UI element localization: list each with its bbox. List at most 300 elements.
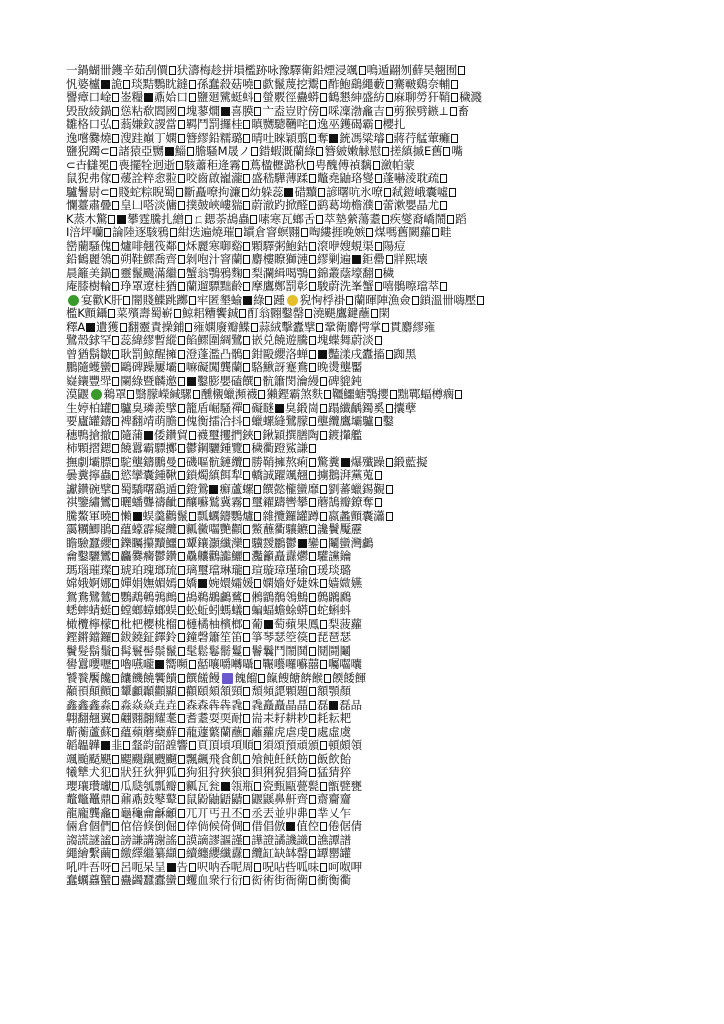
text-token: 瑪 xyxy=(66,563,78,577)
text-token: 罐 xyxy=(88,415,100,428)
text-line xyxy=(66,685,660,699)
missing-glyph-box xyxy=(324,674,331,683)
text-token: 韹 xyxy=(165,739,177,752)
text-token: 晴 xyxy=(251,131,263,145)
missing-glyph-box xyxy=(309,566,316,575)
text-token: 琳 xyxy=(219,563,232,577)
text-line xyxy=(66,550,660,564)
text-token: 鶘 xyxy=(208,590,220,604)
text-token: 粽 xyxy=(141,185,153,199)
text-token: 蒜 xyxy=(258,320,271,334)
text-token: 蜀 xyxy=(120,482,132,496)
text-token: 麻 xyxy=(393,91,405,104)
text-token: 嶁 xyxy=(219,199,232,212)
text-token: 國 xyxy=(165,104,177,118)
text-token: 行 xyxy=(219,874,232,887)
text-token: 鞘 xyxy=(262,455,274,469)
text-token: 蘊 xyxy=(120,523,132,536)
text-token: 龥 xyxy=(165,806,177,820)
text-token: 霧 xyxy=(229,158,241,172)
missing-glyph-box xyxy=(243,120,250,129)
text-token: 躁 xyxy=(373,455,385,469)
text-token: 鶉 xyxy=(154,590,166,604)
text-token: 璀 xyxy=(88,563,100,577)
text-line xyxy=(66,361,660,375)
missing-glyph-box xyxy=(185,323,192,332)
text-token: 挖 xyxy=(296,77,308,91)
text-line xyxy=(66,118,660,132)
text-token: 晚 xyxy=(316,361,329,374)
missing-glyph-box xyxy=(440,174,447,183)
text-token: 曡 xyxy=(99,199,112,212)
missing-glyph-box xyxy=(254,660,261,669)
text-token: 靈 xyxy=(120,266,132,280)
text-token: 鬘 xyxy=(231,644,243,658)
missing-glyph-box xyxy=(251,147,258,156)
text-token: 圍 xyxy=(208,334,220,347)
text-token: 頦 xyxy=(208,685,220,698)
text-token: 攫 xyxy=(219,428,231,442)
text-token: 饢 xyxy=(120,671,132,685)
missing-glyph-box xyxy=(178,701,185,710)
text-token: 亞 xyxy=(141,145,153,158)
text-token: 頑 xyxy=(296,739,308,752)
text-token: 嗒 xyxy=(142,199,155,212)
text-token: 擂 xyxy=(208,415,220,428)
text-token: 擘 xyxy=(99,482,112,496)
text-token: 鬥 xyxy=(197,118,209,131)
text-token: 壕 xyxy=(350,266,363,280)
text-token: 穎 xyxy=(273,428,285,442)
text-token: 爐 xyxy=(242,509,254,523)
text-token: 翻 xyxy=(362,266,374,280)
text-token: 謅 xyxy=(66,833,78,847)
text-token: 璽 xyxy=(251,496,263,509)
text-token: 縱 xyxy=(165,334,177,347)
text-token: 濮 xyxy=(362,199,374,212)
missing-glyph-box xyxy=(243,687,250,696)
text-token: 縝 xyxy=(208,469,220,482)
missing-glyph-box xyxy=(384,188,391,197)
text-token: 噓 xyxy=(436,185,449,199)
text-token: 甕 xyxy=(350,779,362,793)
text-token: 璫 xyxy=(416,280,428,293)
text-token: 糧 xyxy=(131,91,143,104)
text-token: 瑰 xyxy=(142,563,155,577)
text-token: 黜 xyxy=(219,280,232,293)
text-token: 緯 xyxy=(131,334,143,347)
text-token: 眈 xyxy=(165,77,177,91)
text-token: 謫 xyxy=(197,833,209,847)
text-token: 耐 xyxy=(231,712,243,725)
missing-glyph-box xyxy=(112,849,119,858)
missing-glyph-box xyxy=(373,161,380,170)
text-token: 羨 xyxy=(154,401,166,415)
text-token: 蘆 xyxy=(88,725,100,739)
missing-glyph-box xyxy=(320,782,327,791)
missing-glyph-box xyxy=(455,390,462,399)
text-token: 丁 xyxy=(154,131,166,145)
text-token: 嬲 xyxy=(262,118,274,131)
missing-glyph-box xyxy=(309,350,316,359)
text-token: 飴 xyxy=(339,752,351,766)
text-token: 蟒 xyxy=(296,604,308,617)
text-token: 鵝 xyxy=(328,469,340,482)
text-token: 饒 xyxy=(120,442,132,455)
text-token: 韉 xyxy=(285,118,297,131)
text-token: 抖 xyxy=(231,415,243,428)
text-line xyxy=(66,807,660,821)
text-token: 鼢 xyxy=(197,793,209,806)
text-token: 嵇 xyxy=(262,172,274,185)
text-token: 鑄 xyxy=(219,509,231,523)
text-token: 鑽 xyxy=(165,550,177,563)
text-token: 晶 xyxy=(296,698,308,712)
missing-glyph-box xyxy=(193,390,200,399)
text-token: 蝴 xyxy=(88,64,100,77)
text-token: 巔 xyxy=(142,131,155,145)
text-token: 鸚 xyxy=(230,509,243,523)
missing-glyph-box xyxy=(243,282,250,291)
text-line xyxy=(66,186,660,200)
text-token: 舞 xyxy=(339,334,351,347)
text-token: 擘 xyxy=(303,320,316,334)
text-token: 轡 xyxy=(285,496,297,509)
text-token: 鍬 xyxy=(262,428,274,442)
text-token: 美 xyxy=(88,266,100,280)
redaction-block xyxy=(221,782,230,791)
text-token: 瞻 xyxy=(66,536,78,550)
text-token: 翺 xyxy=(66,712,78,725)
text-token: 虔 xyxy=(296,725,308,739)
missing-glyph-box xyxy=(254,741,261,750)
missing-glyph-box xyxy=(243,876,250,885)
text-token: 攥 xyxy=(142,536,155,550)
text-token: 鴒 xyxy=(285,590,297,604)
text-token: 亠 xyxy=(262,104,274,118)
missing-glyph-box xyxy=(185,215,192,224)
text-token: 媚 xyxy=(154,577,166,590)
missing-glyph-box xyxy=(320,863,327,872)
text-token: 駭 xyxy=(146,226,158,239)
text-token: 鬣 xyxy=(165,644,177,658)
text-token: 籬 xyxy=(77,266,89,280)
text-token: 搓 xyxy=(390,145,402,158)
text-token: 窨 xyxy=(219,253,232,266)
missing-glyph-box xyxy=(320,512,327,521)
text-token: 扎 xyxy=(393,118,406,131)
text-token: 綾 xyxy=(88,104,100,118)
missing-glyph-box xyxy=(178,620,185,629)
text-token: 蘋 xyxy=(285,617,297,631)
text-token: 瓢 xyxy=(154,779,166,793)
text-token: 鬧 xyxy=(285,644,297,658)
text-token: 蘸 xyxy=(231,725,243,739)
missing-glyph-box xyxy=(170,228,177,237)
text-token: 璇 xyxy=(262,563,274,577)
text-line xyxy=(66,105,660,119)
text-token: 耔 xyxy=(274,712,286,725)
missing-glyph-box xyxy=(375,471,382,480)
text-token: 鷺 xyxy=(285,415,297,428)
text-token: 黷 xyxy=(305,185,318,199)
text-token: 飩 xyxy=(262,752,274,766)
text-token: 霹 xyxy=(142,523,155,536)
text-line xyxy=(66,793,660,807)
text-token: 萌 xyxy=(154,415,166,428)
text-token: 擺 xyxy=(129,158,141,172)
missing-glyph-box xyxy=(243,593,250,602)
text-token: 譜 xyxy=(339,833,351,847)
text-token: 麝 xyxy=(346,320,359,334)
missing-glyph-box xyxy=(243,566,250,575)
missing-glyph-box xyxy=(386,93,393,102)
text-token: 借 xyxy=(251,820,263,833)
text-token: 藪 xyxy=(373,77,385,91)
text-token: 丟 xyxy=(262,806,274,820)
text-token: 鶚 xyxy=(365,388,378,401)
text-token: 瓦 xyxy=(281,212,293,226)
text-token: 顴 xyxy=(185,685,198,698)
text-token: 頁 xyxy=(196,739,209,752)
text-token: 匿 xyxy=(208,293,220,307)
text-token: 嫦 xyxy=(66,577,78,590)
text-token: 續 xyxy=(185,847,198,860)
text-token: 傢 xyxy=(99,172,112,185)
text-token: 鑿 xyxy=(196,374,209,388)
text-token: 婉 xyxy=(208,577,220,590)
text-token: 婷 xyxy=(77,401,89,415)
missing-glyph-box xyxy=(309,201,316,210)
text-token: 靨 xyxy=(350,361,363,374)
text-token: 嫻 xyxy=(204,320,216,334)
text-token: 閻 xyxy=(154,104,166,118)
text-token: 嘻 xyxy=(382,280,394,293)
text-token: 嘛 xyxy=(185,361,198,374)
text-token: 琥 xyxy=(120,563,132,577)
text-token: 溉 xyxy=(281,145,293,158)
missing-glyph-box xyxy=(112,134,119,143)
text-token: 纓 xyxy=(208,847,220,860)
text-token: 囑 xyxy=(327,658,340,671)
text-token: 牷 xyxy=(141,158,153,172)
text-token: 釀 xyxy=(185,496,198,509)
text-token: 鐐 xyxy=(350,496,363,509)
text-token: 丞 xyxy=(251,806,263,820)
missing-glyph-box xyxy=(178,836,185,845)
text-token: 禎 xyxy=(349,158,361,172)
text-token: K xyxy=(103,293,111,307)
text-token: 蘧 xyxy=(197,725,209,739)
missing-glyph-box xyxy=(243,417,250,426)
text-token: 孫 xyxy=(196,77,209,91)
missing-glyph-box xyxy=(386,512,393,521)
text-token: 皺 xyxy=(99,347,112,361)
text-token: 頻 xyxy=(262,685,274,698)
missing-glyph-box xyxy=(112,350,119,359)
text-token: 㦨 xyxy=(66,199,78,212)
text-token: 森 xyxy=(197,698,209,712)
text-token: 倍 xyxy=(131,820,143,833)
text-token: 朔 xyxy=(120,253,132,266)
missing-glyph-box xyxy=(235,228,242,237)
text-token: 繆 xyxy=(316,253,329,266)
missing-glyph-box xyxy=(375,269,382,278)
text-token: 呀 xyxy=(99,860,112,874)
text-token: 忛 xyxy=(66,77,78,91)
text-token: 丱 xyxy=(285,806,297,820)
text-token: 縷 xyxy=(320,226,332,239)
text-token: 瓣 xyxy=(339,496,351,509)
text-token: 乂 xyxy=(328,806,340,820)
text-token: 謖 xyxy=(154,118,166,131)
text-token: 賤 xyxy=(118,185,130,199)
text-token: 黷 xyxy=(154,536,166,550)
text-token: 貫 xyxy=(389,320,402,334)
text-token: 蜈 xyxy=(165,604,177,617)
text-token: 擰 xyxy=(88,469,100,482)
text-token: 論 xyxy=(112,226,124,239)
text-token: 值 xyxy=(296,820,308,833)
text-token: 纛 xyxy=(285,550,297,563)
text-token: 蝶 xyxy=(328,334,340,347)
text-token: 虞 xyxy=(339,725,351,739)
text-token: 逸 xyxy=(316,118,329,131)
text-token: 啣 xyxy=(219,239,232,253)
text-token: 額 xyxy=(316,685,329,698)
text-token: 撫 xyxy=(66,455,78,469)
text-token: 灝 xyxy=(208,536,220,550)
missing-glyph-box xyxy=(309,269,316,278)
missing-glyph-box xyxy=(243,701,250,710)
text-token: 欷 xyxy=(142,104,155,118)
text-token: 闇 xyxy=(131,293,143,307)
text-token: 猴 xyxy=(404,104,417,118)
missing-glyph-box xyxy=(243,174,250,183)
text-token: 塊 xyxy=(316,334,329,347)
text-token: 劇 xyxy=(77,455,89,469)
text-token: 鹽 xyxy=(196,91,209,104)
text-token: 纖 xyxy=(219,847,232,860)
text-token: 驩 xyxy=(316,550,329,563)
text-token: 饕 xyxy=(66,671,78,685)
text-token: 晶 xyxy=(416,199,428,212)
text-token: 嬙 xyxy=(273,577,285,590)
missing-glyph-box xyxy=(254,512,261,521)
text-token: 娟 xyxy=(131,577,143,590)
text-token: K xyxy=(66,212,74,226)
missing-glyph-box xyxy=(243,350,250,359)
text-token: 蜓 xyxy=(230,91,243,104)
text-token: 瑟 xyxy=(274,631,286,644)
missing-glyph-box xyxy=(112,566,119,575)
text-token: 崟 xyxy=(120,91,132,104)
text-token: 蠥 xyxy=(99,874,112,887)
text-token: 螺 xyxy=(262,415,274,428)
missing-glyph-box xyxy=(178,336,185,345)
text-token: 撤 xyxy=(99,428,112,442)
text-token: 顫 xyxy=(99,685,112,698)
text-token: 嚕 xyxy=(120,658,132,671)
text-token: 膳 xyxy=(296,428,308,442)
text-token: 鷺 xyxy=(231,334,243,347)
text-token: 嬲 xyxy=(152,145,164,158)
text-token: 僉 xyxy=(399,293,411,307)
text-line xyxy=(66,415,660,429)
text-token: 澈 xyxy=(262,199,274,212)
text-token: 嫉 xyxy=(354,226,366,239)
missing-glyph-box xyxy=(320,404,327,413)
missing-glyph-box xyxy=(309,633,316,642)
text-token: 鷂 xyxy=(154,482,166,496)
text-token: 鬻 xyxy=(307,77,319,91)
missing-glyph-box xyxy=(309,593,316,602)
text-token: 蛇 xyxy=(316,604,329,617)
text-token: 蘭 xyxy=(219,725,232,739)
text-token: 晚 xyxy=(342,226,355,239)
text-token: 傍 xyxy=(307,104,319,118)
text-token: 餾 xyxy=(246,671,258,685)
text-token: 鬚 xyxy=(99,644,112,658)
text-token: 顫 xyxy=(84,307,96,320)
text-token: 靈 xyxy=(138,320,151,334)
text-token: 絨 xyxy=(270,320,282,334)
text-token: 蚣 xyxy=(185,604,198,617)
text-token: 琰 xyxy=(328,563,340,577)
missing-glyph-box xyxy=(243,404,250,413)
text-token: 蹇 xyxy=(285,361,297,374)
text-token: 攣 xyxy=(131,469,143,482)
missing-glyph-box xyxy=(309,282,316,291)
text-line xyxy=(66,402,660,416)
text-token: 處 xyxy=(316,725,329,739)
missing-glyph-box xyxy=(243,647,250,656)
text-token: 舊 xyxy=(397,226,409,239)
text-token: 颺 xyxy=(131,752,143,766)
text-token: 珞 xyxy=(350,172,363,185)
text-token: 鑽 xyxy=(165,428,177,442)
text-token: 耖 xyxy=(296,712,308,725)
text-token: 纛 xyxy=(231,847,243,860)
missing-glyph-box xyxy=(178,822,185,831)
text-token: 澆 xyxy=(312,307,325,320)
text-token: 鼯 xyxy=(219,793,232,806)
text-token: 杷 xyxy=(131,617,143,631)
text-token: 鶴 xyxy=(77,253,89,266)
text-token: 廬 xyxy=(77,415,89,428)
missing-glyph-box xyxy=(307,161,314,170)
missing-glyph-box xyxy=(112,701,119,710)
text-token: 鱺 xyxy=(231,550,243,563)
text-token: 骯 xyxy=(262,374,274,388)
text-token: 餮 xyxy=(77,671,89,685)
text-token: 狗 xyxy=(185,766,198,779)
text-token: 錦 xyxy=(316,266,329,280)
text-token: 鬧 xyxy=(434,212,447,226)
text-token: 鑫 xyxy=(66,698,78,712)
text-token: 裔 xyxy=(412,212,424,226)
text-token: 螺 xyxy=(242,482,254,496)
text-token: 疏 xyxy=(427,172,440,185)
text-token: 遍 xyxy=(200,226,212,239)
text-token: 鴉 xyxy=(157,226,169,239)
text-line xyxy=(66,145,660,159)
text-token: 鑽 xyxy=(77,482,89,496)
missing-glyph-box xyxy=(375,336,382,345)
text-token: 耋 xyxy=(197,712,209,725)
text-line xyxy=(66,766,660,780)
text-token: 緝 xyxy=(274,266,286,280)
